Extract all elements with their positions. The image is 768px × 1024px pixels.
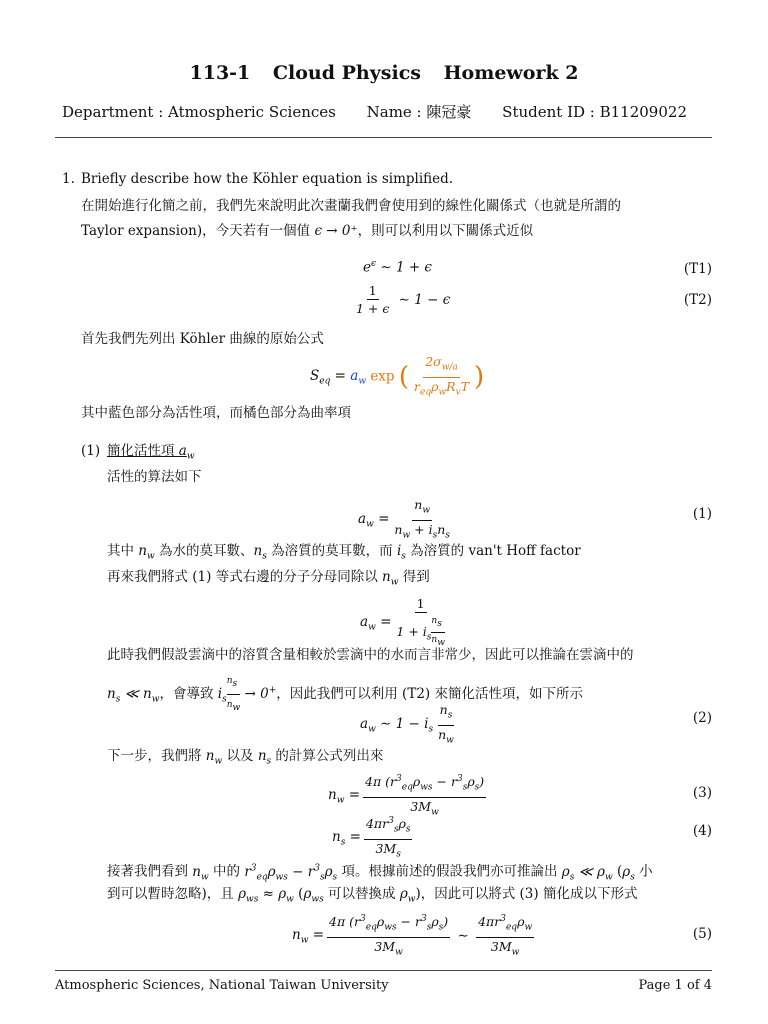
equation-3: $n_w$ = $\frac{4\pi (r^3_{eq}\rho_{ws} - r^3_s\rho_s)}{3M_w}$ [328,774,485,818]
question-prompt: Briefly describe how the Köhler equation is simplified. [81,171,454,187]
part-1-label: (1) [81,443,101,459]
assumption-line-1: 此時我們假設雲滴中的溶質含量相較於雲滴中的水而言非常少，因此可以推論在雲滴中的 [107,647,634,663]
student-info [62,101,713,122]
epsilon-limit: ϵ → 0⁺ [314,223,358,239]
equation-5-tag: (5) [692,926,712,942]
department-field: Department : Atmospheric Sciences [62,103,336,121]
kohler-intro: 首先我們先列出 Köhler 曲線的原始公式 [81,331,324,347]
footer-divider [55,970,712,971]
equation-t2: $\frac{1}{1 + \epsilon}$ ∼ 1 − ϵ [356,283,451,316]
intro-line-1: 在開始進行化簡之前，我們先來說明此次畫蘭我們會使用到的線性化關係式（也就是所謂的 [81,198,621,214]
equation-1: $a_w$ = $\frac{n_w}{n_w + i_sn_s}$ [358,497,450,540]
color-note: 其中藍色部分為活性項，而橘色部分為曲率項 [81,405,351,421]
equation-t2-tag: (T2) [683,292,712,308]
look-line-2: 到可以暫時忽略)，且 $\rho_{ws} \approx \rho_w$ ($\rho_{ws}$ 可以替換成 $\rho_w$)，因此可以將式 (3) 簡化成以下形式 [107,886,638,905]
intro-line-2: Taylor expansion)，今天若有一個值 ϵ → 0⁺，則可以利用以下關係式近似 [81,223,534,239]
equation-5: $n_w$ = $\frac{4\pi (r^3_{eq}\rho_{ws} - r^3_s\rho_s)}{3M_w}$ ∼ $\frac{4\pi r^3_{eq}\rho_w}{3M_w}$ [292,914,533,958]
kohler-equation: $S_{eq}$ = $a_w$ exp ( $\frac{2\sigma_{w/a}}{r_{eq}\rho_wR_vT}$ ) [310,354,484,400]
equation-divided: $a_w$ = 1 $1 + i_s$ $\frac{n_s}{n_w}$ [360,596,445,648]
activity-term: $a_w$ [350,367,367,387]
homework-label: Homework 2 [443,62,579,84]
course-subject: Cloud Physics [272,62,421,84]
name-field: Name : 陳冠豪 [366,103,472,121]
divide-line: 再來我們將式 (1) 等式右邊的分子分母同除以 $n_w$ 得到 [107,569,430,588]
page-indicator: Page 1 of 4 [638,978,712,993]
equation-2-tag: (2) [692,710,712,726]
equation-3-tag: (3) [692,785,712,801]
curvature-term: exp ( $\frac{2\sigma_{w/a}}{r_{eq}\rho_wR_vT}$ ) [366,354,485,397]
equation-4-tag: (4) [692,823,712,839]
equation-4: $n_s$ = $\frac{4\pi r^3_s\rho_s}{3M_s}$ [332,816,411,860]
header-divider [55,137,712,138]
next-step-line: 下一步，我們將 $n_w$ 以及 $n_s$ 的計算公式列出來 [107,748,384,767]
activity-calc-text: 活性的算法如下 [107,469,202,485]
equation-t1: $e^\epsilon$ ∼ 1 + ϵ [363,259,432,276]
document-title [0,62,768,84]
student-id-field: Student ID : B11209022 [502,103,687,121]
assumption-line-2: $n_s$ ≪ $n_w$，會導致 $i_s$ $\frac{n_s}{n_w}$ → 0+，因此我們可以利用 (T2) 來簡化活性項，如下所示 [107,671,583,718]
definition-line: 其中 $n_w$ 為水的莫耳數、$n_s$ 為溶質的莫耳數，而 $i_s$ 為溶質的 van't Hoff factor [107,543,581,562]
course-code: 113-1 [189,62,251,84]
equation-1-tag: (1) [692,506,712,522]
equation-2: $a_w$ ∼ $1 - i_s$ $\frac{n_s}{n_w}$ [360,702,454,745]
footer-institution: Atmospheric Sciences, National Taiwan University [55,978,389,993]
look-line-1: 接著我們看到 $n_w$ 中的 $r^3_{eq}\rho_{ws} - r^3_s\rho_s$ 項。根據前述的假設我們亦可推論出 $\rho_s$ ≪ $\rho_w$ ($\rho_s$ 小 [107,863,653,883]
question-number: 1. [62,171,75,187]
part-1-title: 簡化活性項 $a_w$ [107,443,195,462]
equation-t1-tag: (T1) [683,261,712,277]
